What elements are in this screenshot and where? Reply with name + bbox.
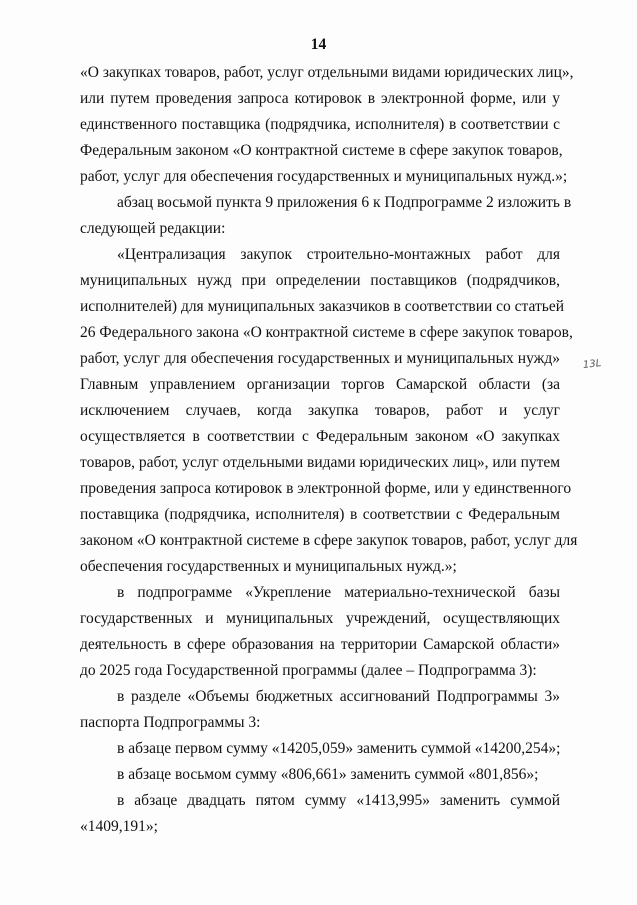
text-line: государственных и муниципальных учреждений, осуществляющих (80, 610, 560, 627)
text-line: товаров, работ, услуг отдельными видами юридических лиц», или путем (80, 454, 561, 471)
text-line: деятельность в сфере образования на территории Самарской области» (80, 636, 560, 653)
text-line: в подпрограмме «Укрепление материально-технической базы (117, 584, 560, 601)
text-line: в разделе «Объемы бюджетных ассигнований Подпрограммы 3» (117, 688, 560, 705)
text-line: «О закупках товаров, работ, услуг отдельными видами юридических лиц», (80, 64, 574, 81)
text-line: паспорта Подпрограммы 3: (80, 714, 261, 731)
text-line: в абзаце двадцать пятом сумму «1413,995» заменить суммой (117, 792, 560, 809)
text-line: или путем проведения запроса котировок в электронной форме, или у (80, 90, 560, 107)
text-line: Федеральным законом «О контрактной системе в сфере закупок товаров, (80, 142, 563, 159)
text-line: исключением случаев, когда закупка товаров, работ и услуг (80, 402, 560, 419)
text-line: работ, услуг для обеспечения государственных и муниципальных нужд» (80, 350, 560, 367)
text-line: до 2025 года Государственной программы (далее – Подпрограмма 3): (80, 662, 537, 679)
text-line: Главным управлением организации торгов Самарской области (за (80, 376, 560, 393)
text-line: 26 Федерального закона «О контрактной системе в сфере закупок товаров, (80, 324, 573, 341)
text-line: в абзаце первом сумму «14205,059» заменить суммой «14200,254»; (117, 740, 561, 757)
text-line: поставщика (подрядчика, исполнителя) в соответствии с Федеральным (80, 506, 560, 523)
text-line: «1409,191»; (80, 818, 158, 835)
text-line: в абзаце восьмом сумму «806,661» заменить суммой «801,856»; (117, 766, 539, 783)
page-number: 14 (310, 36, 327, 53)
text-line: муниципальных нужд при определении поставщиков (подрядчиков, (80, 272, 560, 289)
text-line: законом «О контрактной системе в сфере закупок товаров, работ, услуг для (80, 532, 578, 549)
text-line: «Централизация закупок строительно-монтажных работ для (117, 246, 560, 263)
text-line: исполнителей) для муниципальных заказчиков в соответствии со статьей (80, 298, 565, 315)
text-line: обеспечения государственных и муниципальных нужд.»; (80, 558, 457, 575)
handwritten-margin-note: 13L (582, 358, 602, 371)
text-line: абзац восьмой пункта 9 приложения 6 к Подпрограмме 2 изложить в (117, 194, 572, 211)
text-line: осуществляется в соответствии с Федеральным законом «О закупках (80, 428, 560, 445)
text-line: проведения запроса котировок в электронной форме, или у единственного (80, 480, 572, 497)
text-line: работ, услуг для обеспечения государственных и муниципальных нужд.»; (80, 168, 568, 185)
text-line: единственного поставщика (подрядчика, исполнителя) в соответствии с (80, 116, 560, 133)
text-line: следующей редакции: (80, 220, 226, 237)
